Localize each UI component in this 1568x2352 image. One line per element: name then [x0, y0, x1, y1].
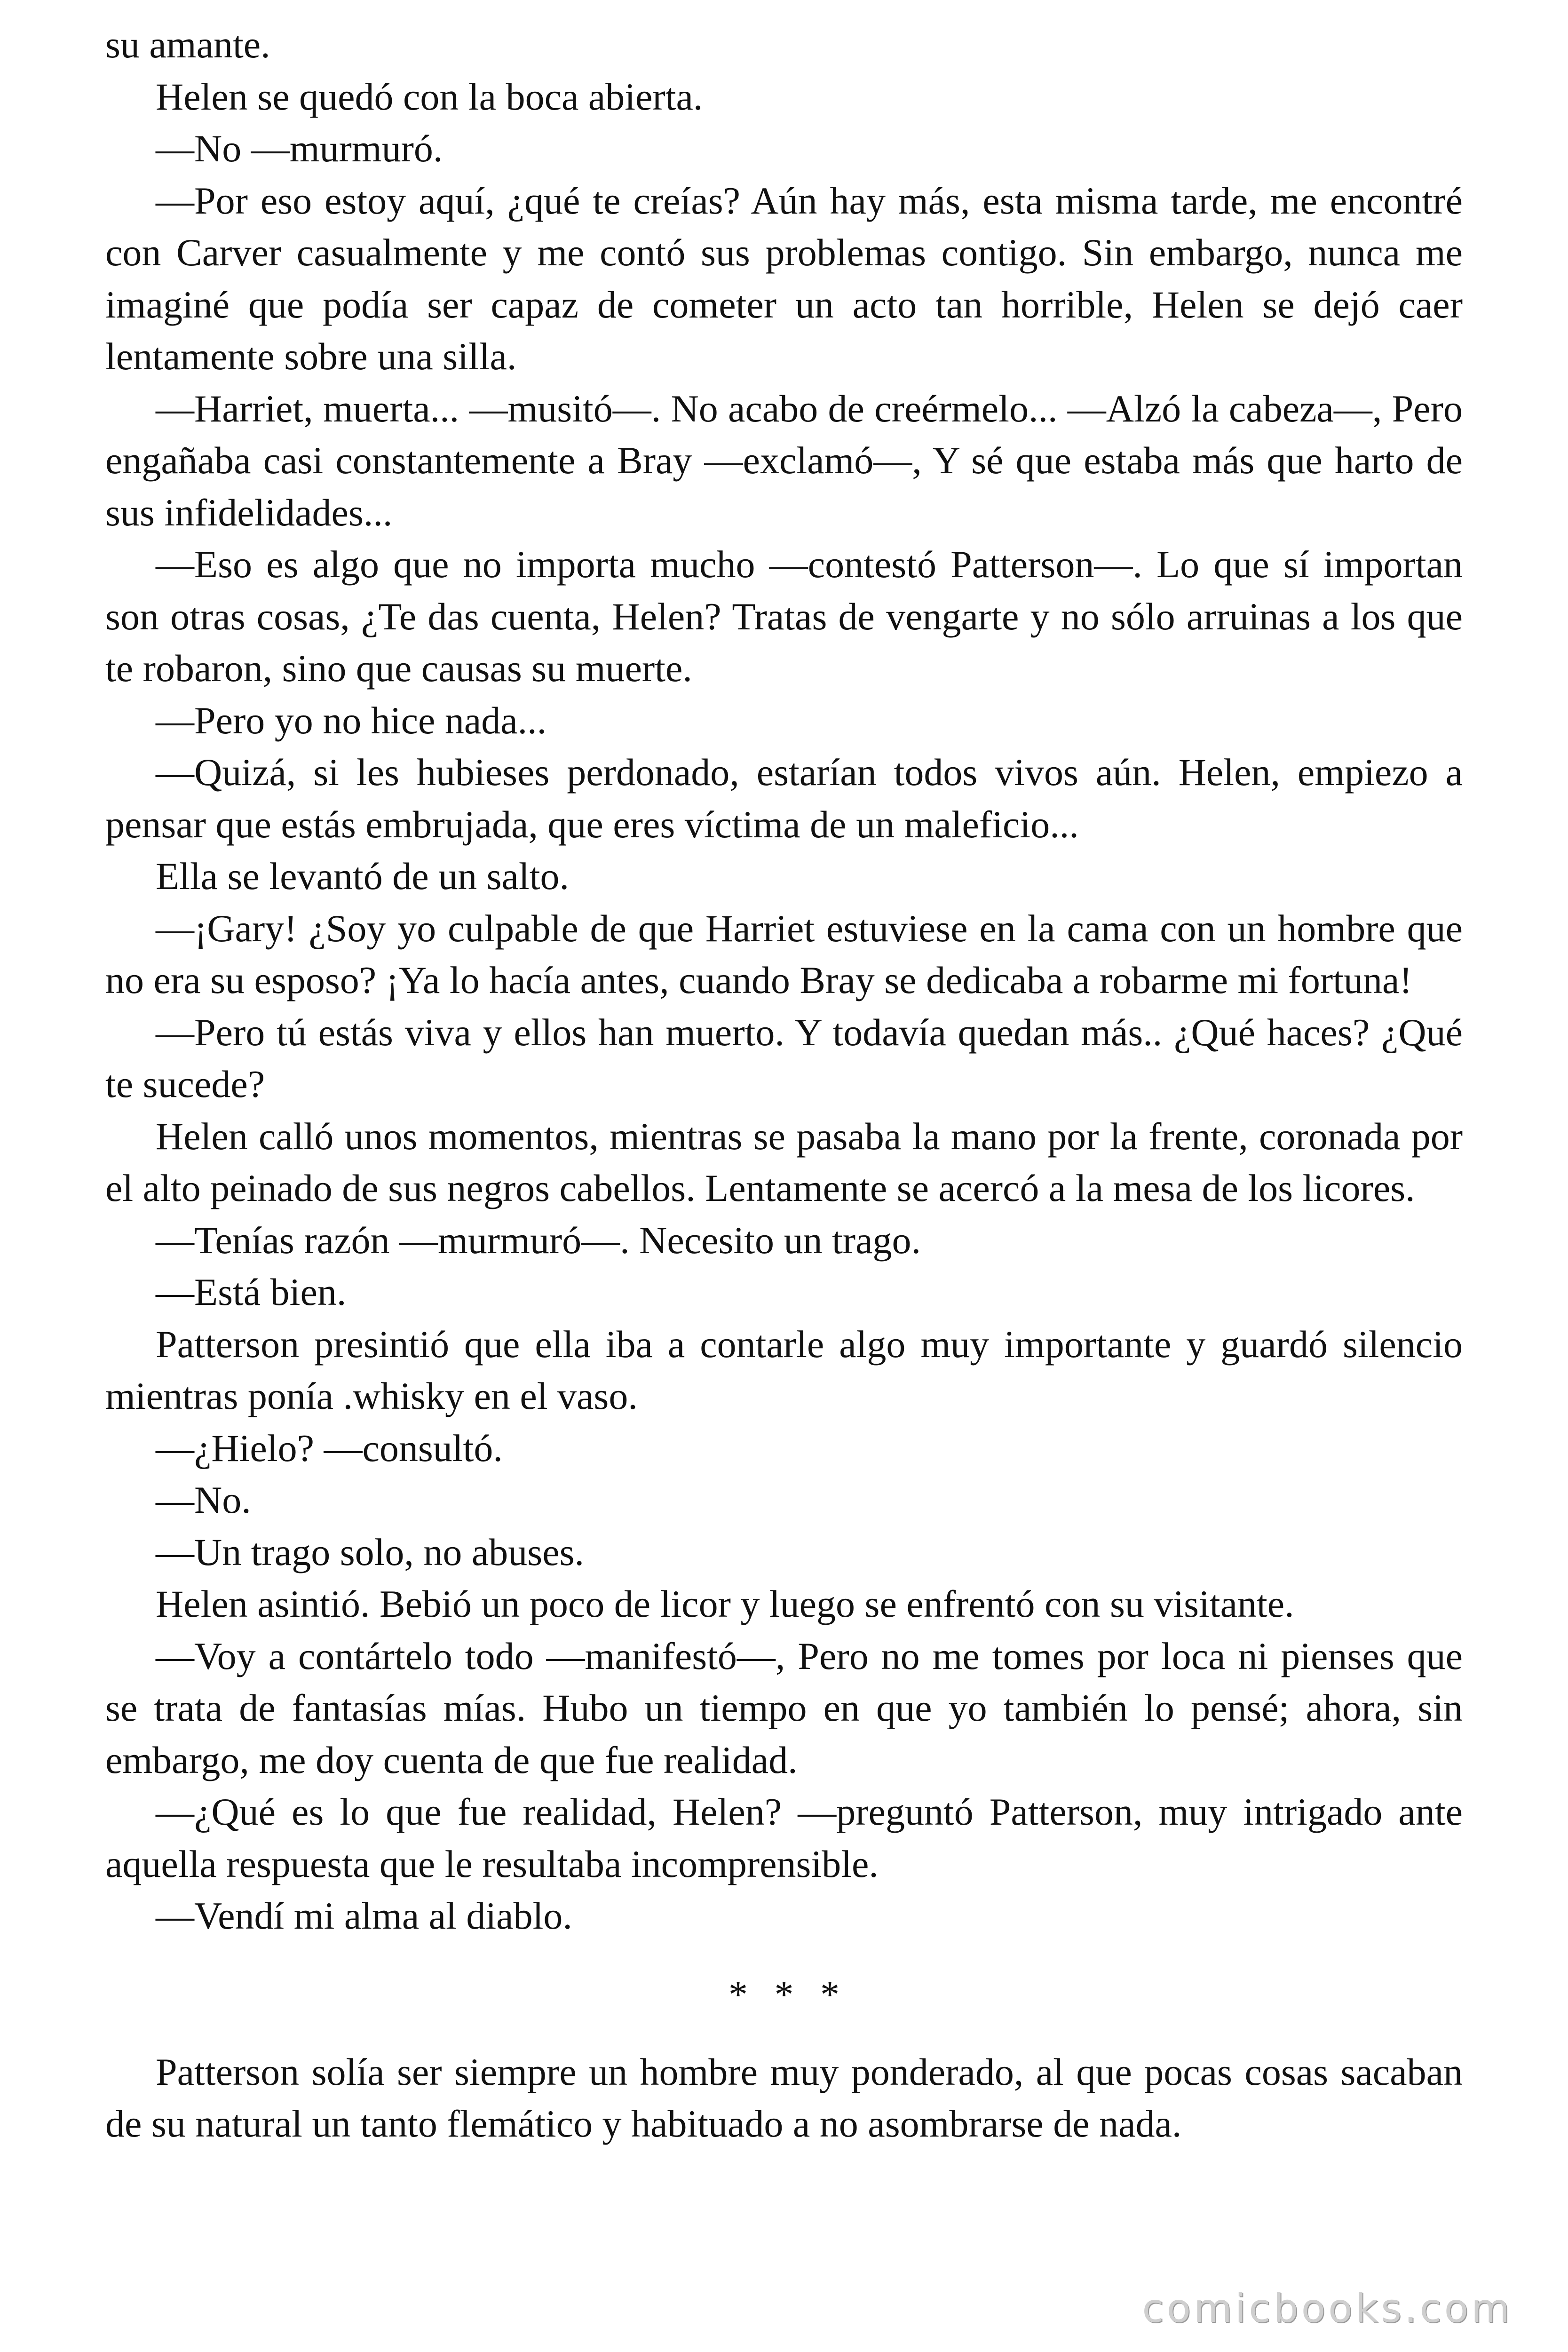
paragraph: —¡Gary! ¿Soy yo culpable de que Harriet estuviese en la cama con un hombre que no era su esposo? ¡Ya lo hacía antes, cuando Bray se dedicaba a robarme mi fortuna! — [105, 906, 1463, 1001]
page-body — [105, 19, 1463, 2150]
paragraph: —No —murmuró. — [156, 127, 443, 170]
paragraph: su amante. — [105, 23, 270, 66]
text-block-before-break — [105, 19, 1463, 1942]
paragraph: Helen calló unos momentos, mientras se pasaba la mano por la frente, coronada por el alto peinado de sus negros cabellos. Lentamente se acercó a la mesa de los licores. — [105, 1114, 1463, 1209]
paragraph: Ella se levantó de un salto. — [156, 855, 569, 898]
paragraph: Patterson presintió que ella iba a contarle algo muy importante y guardó silencio mientras ponía .whisky en el vaso. — [105, 1322, 1463, 1417]
paragraph: —Tenías razón —murmuró—. Necesito un trago. — [156, 1218, 921, 1262]
paragraph: —¿Qué es lo que fue realidad, Helen? —preguntó Patterson, muy intrigado ante aquella respuesta que le resultaba incomprensible. — [105, 1790, 1463, 1885]
paragraph: —Quizá, si les hubieses perdonado, estarían todos vivos aún. Helen, empiezo a pensar que estás embrujada, que eres víctima de un maleficio... — [105, 751, 1463, 846]
paragraph: —Harriet, muerta... —musitó—. No acabo de creérmelo... —Alzó la cabeza—, Pero engañaba casi constantemente a Bray —exclamó—, Y sé que estaba más que harto de sus infidelidades... — [105, 387, 1463, 534]
paragraph: Helen se quedó con la boca abierta. — [156, 75, 703, 118]
paragraph: —Voy a contártelo todo —manifestó—, Pero no me tomes por loca ni pienses que se trata de fantasías mías. Hubo un tiempo en que yo también lo pensé; ahora, sin embargo, me doy cuenta de que fue realidad. — [105, 1634, 1463, 1781]
paragraph: —Pero tú estás viva y ellos han muerto. Y todavía quedan más.. ¿Qué haces? ¿Qué te sucede? — [105, 1010, 1463, 1105]
paragraph: —No. — [156, 1478, 251, 1521]
paragraph: —¿Hielo? —consultó. — [156, 1426, 503, 1470]
paragraph: Helen asintió. Bebió un poco de licor y luego se enfrentó con su visitante. — [156, 1582, 1294, 1625]
paragraph: —Está bien. — [156, 1271, 347, 1313]
scene-break: * * * — [729, 1972, 848, 2016]
text-block-after-break — [105, 2046, 1463, 2150]
paragraph: —Vendí mi alma al diablo. — [156, 1894, 572, 1937]
paragraph: Patterson solía ser siempre un hombre muy ponderado, al que pocas cosas sacaban de su natural un tanto flemático y habituado a no asombrarse de nada. — [105, 2050, 1463, 2145]
watermark: comicbooks.com — [1142, 2285, 1513, 2331]
paragraph: —Por eso estoy aquí, ¿qué te creías? Aún hay más, esta misma tarde, me encontré con Carver casualmente y me contó sus problemas contigo. Sin embargo, nunca me imaginé que podía ser capaz de cometer un acto tan horrible, Helen se dejó caer lentamente sobre una silla. — [105, 179, 1463, 378]
paragraph: —Un trago solo, no abuses. — [156, 1530, 585, 1573]
paragraph: —Eso es algo que no importa mucho —contestó Patterson—. Lo que sí importan son otras cosas, ¿Te das cuenta, Helen? Tratas de vengarte y no sólo arruinas a los que te robaron, sino que causas su muerte. — [105, 543, 1463, 690]
paragraph: —Pero yo no hice nada... — [156, 699, 547, 742]
